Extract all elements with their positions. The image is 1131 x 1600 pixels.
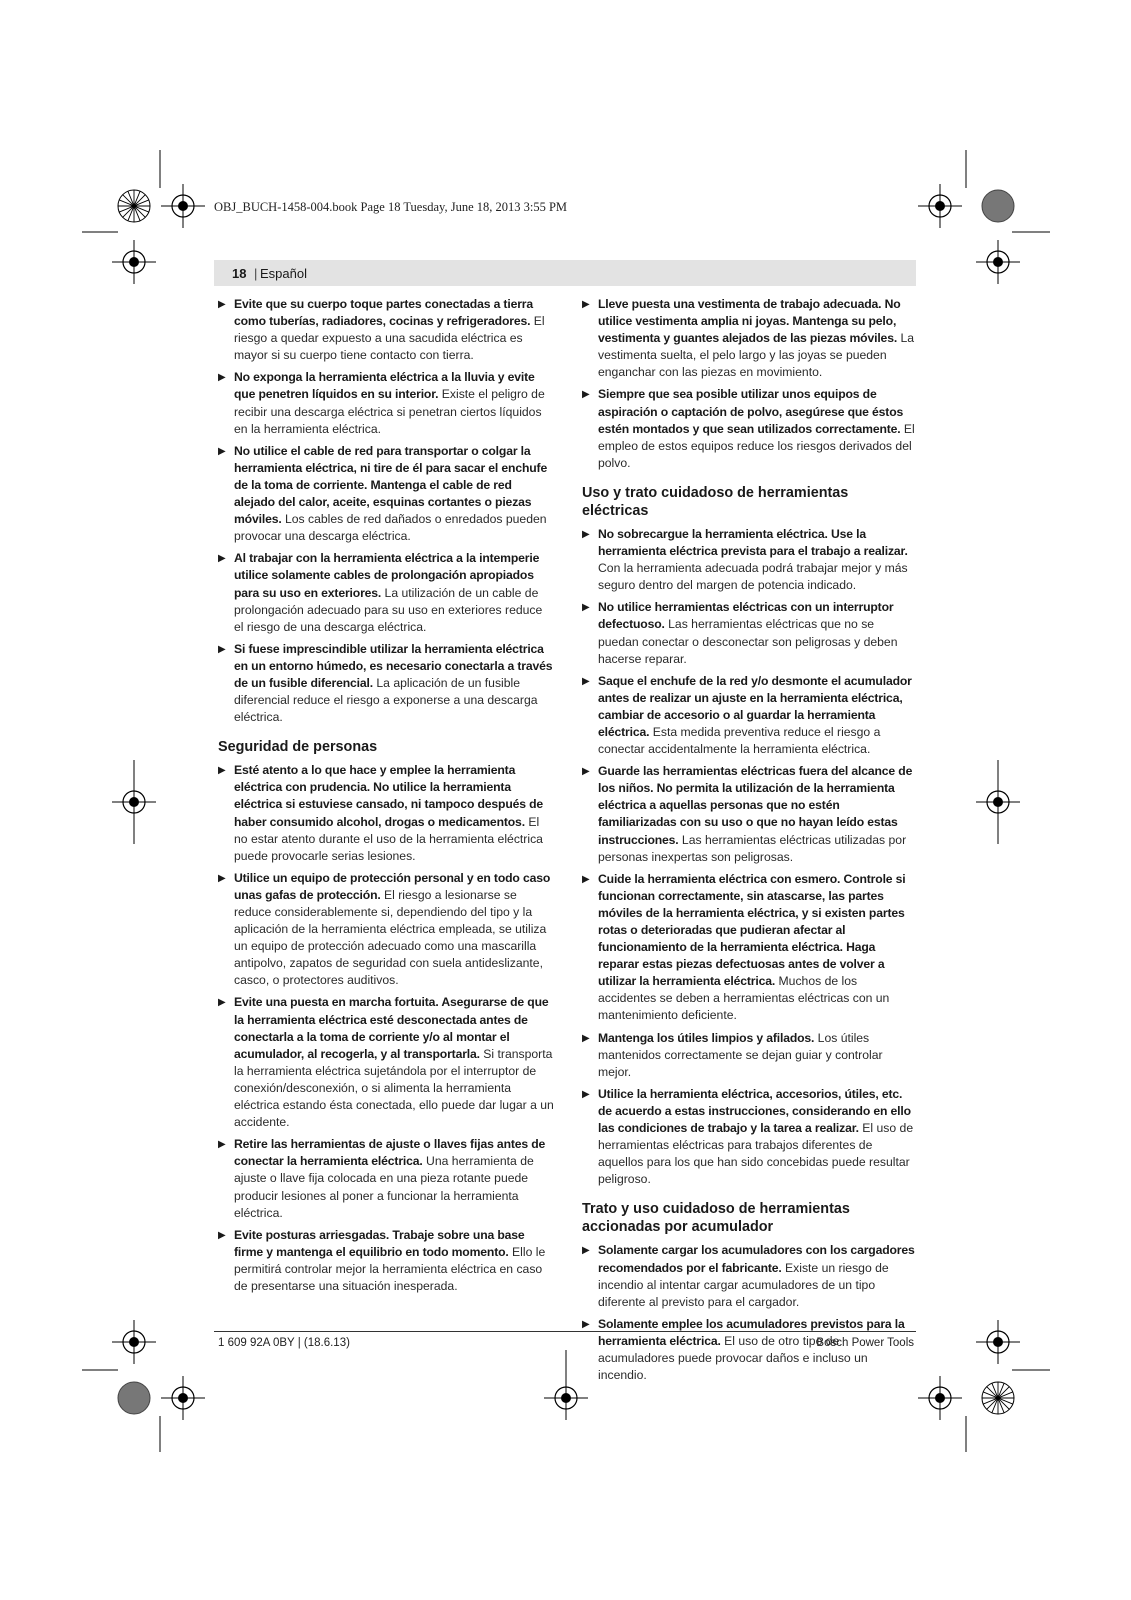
triangle-bullet-icon: ▶	[582, 299, 590, 310]
safety-item	[582, 1086, 918, 1189]
safety-item-instruction: Utilice un equipo de protección personal y en todo caso unas gafas de protección.	[234, 870, 551, 902]
safety-item-explanation: Una herramienta de ajuste o llave fija colocada en una pieza rotante puede producir lesiones al poner a funcionar la herramienta eléctrica.	[234, 1154, 534, 1220]
safety-item-explanation: Con la herramienta adecuada podrá trabajar mejor y más seguro dentro del margen de potencia indicado.	[598, 561, 908, 593]
safety-item-instruction: Mantenga los útiles limpios y afilados.	[598, 1030, 815, 1045]
left-column	[218, 296, 554, 1300]
safety-item-explanation: Ello le permitirá controlar mejor la herramienta eléctrica en caso de presentarse una situación inesperada.	[234, 1244, 546, 1293]
triangle-bullet-icon: ▶	[582, 1088, 590, 1100]
safety-item-instruction: Utilice la herramienta eléctrica, accesorios, útiles, etc. de acuerdo a estas instrucciones, considerando en ello las condiciones de trabajo y la tarea a realizar.	[598, 1086, 911, 1136]
safety-item	[218, 443, 554, 546]
safety-item	[218, 762, 554, 865]
section-heading: Trato y uso cuidadoso de herramientas accionadas por acumulador	[582, 1201, 850, 1236]
triangle-bullet-icon: ▶	[582, 602, 590, 614]
triangle-bullet-icon: ▶	[582, 675, 590, 687]
safety-item	[582, 386, 918, 471]
safety-item	[582, 1030, 918, 1081]
page-number: 18	[232, 266, 247, 281]
safety-item-explanation: Los cables de red dañados o enredados pueden provocar una descarga eléctrica.	[234, 512, 547, 544]
triangle-bullet-icon: ▶	[218, 872, 226, 884]
safety-item-instruction: No utilice herramientas eléctricas con un interruptor defectuoso.	[598, 600, 894, 632]
safety-item	[218, 296, 554, 364]
safety-item-instruction: No exponga la herramienta eléctrica a la lluvia y evite que penetren líquidos en su interior.	[234, 370, 535, 402]
safety-item	[582, 673, 918, 758]
safety-item-explanation: El uso de herramientas eléctricas para trabajos diferentes de aquellos para los que han sido concebidas puede resultar peligroso.	[598, 1121, 914, 1187]
safety-item-explanation: Las herramientas eléctricas que no se puedan conectar o desconectar son peligrosas y deben hacerse reparar.	[598, 617, 898, 666]
footer-brand: Bosch Power Tools	[816, 1337, 914, 1349]
solid-mark-top-right	[982, 190, 1014, 222]
safety-item	[218, 994, 554, 1131]
triangle-bullet-icon: ▶	[218, 997, 226, 1009]
safety-item-explanation: La utilización de un cable de prolongación adecuado para su uso en exteriores reduce el riesgo de una descarga eléctrica.	[234, 585, 543, 634]
triangle-bullet-icon: ▶	[218, 299, 226, 310]
page-header-band	[214, 260, 916, 286]
safety-item-instruction: Retire las herramientas de ajuste o llaves fijas antes de conectar la herramienta eléctrica.	[234, 1137, 546, 1169]
triangle-bullet-icon: ▶	[582, 528, 590, 540]
safety-item-explanation: La aplicación de un fusible diferencial reduce el riesgo a exponerse a una descarga eléctrica.	[234, 675, 538, 725]
triangle-bullet-icon: ▶	[582, 1245, 590, 1257]
starburst-mark-bottom-right	[982, 1382, 1014, 1414]
safety-item-explanation: Existe un riesgo de incendio al intentar cargar acumuladores de un tipo diferente al previsto para el cargador.	[598, 1260, 889, 1309]
triangle-bullet-icon: ▶	[582, 1318, 590, 1330]
safety-item-instruction: Solamente emplee los acumuladores previstos para la herramienta eléctrica.	[598, 1316, 905, 1348]
triangle-bullet-icon: ▶	[582, 1032, 590, 1044]
safety-item-explanation: La vestimenta suelta, el pelo largo y las joyas se pueden enganchar con las piezas en movimiento.	[598, 331, 915, 380]
triangle-bullet-icon: ▶	[218, 1139, 226, 1151]
triangle-bullet-icon: ▶	[582, 873, 590, 885]
safety-item-explanation: Existe el peligro de recibir una descarga eléctrica si penetran ciertos líquidos en la herramienta eléctrica.	[234, 387, 545, 436]
safety-item-instruction: Al trabajar con la herramienta eléctrica a la intemperie utilice solamente cables de prolongación apropiados para su uso en exteriores.	[234, 551, 540, 600]
safety-item	[582, 296, 918, 381]
safety-item-instruction: Guarde las herramientas eléctricas fuera del alcance de los niños. No permita la utilización de la herramienta eléctrica a aquellas personas que no estén familiarizadas con su uso o que no hayan leído estas instrucciones.	[598, 764, 913, 847]
triangle-bullet-icon: ▶	[582, 389, 590, 401]
safety-item-explanation: El riesgo a lesionarse se reduce considerablemente si, dependiendo del tipo y la aplicación de la herramienta eléctrica empleada, se utiliza un equipo de protección adecuado como una mascarilla antipolvo, zapatos de seguridad con suela antideslizante, casco, o protectores auditivos.	[234, 887, 547, 988]
triangle-bullet-icon: ▶	[218, 553, 226, 565]
safety-item	[582, 763, 918, 866]
right-column	[582, 296, 918, 1389]
safety-item	[582, 526, 918, 594]
safety-item	[218, 1227, 554, 1295]
triangle-bullet-icon: ▶	[218, 643, 226, 655]
safety-item-explanation: El riesgo a quedar expuesto a una sacudida eléctrica es mayor si su cuerpo tiene contacto con tierra.	[234, 314, 545, 363]
safety-item	[218, 641, 554, 726]
header-separator: |	[254, 266, 258, 281]
safety-item-explanation: Muchos de los accidentes se deben a herramientas eléctricas con un mantenimiento deficiente.	[598, 974, 890, 1023]
safety-item	[582, 871, 918, 1025]
safety-item-instruction: No utilice el cable de red para transportar o colgar la herramienta eléctrica, ni tire de él para sacar el enchufe de la toma de corriente. Mantenga el cable de red alejado del calor, aceite, esquinas cortantes o piezas móviles.	[234, 443, 548, 527]
triangle-bullet-icon: ▶	[218, 445, 226, 457]
section-heading: Seguridad de personas	[218, 739, 378, 756]
safety-item-instruction: Si fuese imprescindible utilizar la herramienta eléctrica en un entorno húmedo, es necesario conectarla a través de un fusible diferencial.	[234, 641, 553, 690]
safety-item-explanation: El empleo de estos equipos reduce los riesgos derivados del polvo.	[598, 421, 915, 470]
triangle-bullet-icon: ▶	[218, 765, 226, 777]
safety-item-instruction: Lleve puesta una vestimenta de trabajo adecuada. No utilice vestimenta amplia ni joyas. Mantenga su pelo, vestimenta y guantes alejados de las piezas móviles.	[598, 297, 901, 346]
print-slug: OBJ_BUCH-1458-004.book Page 18 Tuesday, June 18, 2013 3:55 PM	[214, 200, 568, 214]
safety-item-explanation: El uso de otro tipo de acumuladores puede provocar daños e incluso un incendio.	[598, 1333, 868, 1383]
solid-mark-bottom-left	[118, 1382, 150, 1414]
footer-rule	[214, 1331, 916, 1332]
safety-item-instruction: Evite posturas arriesgadas. Trabaje sobre una base firme y mantenga el equilibrio en todo momento.	[234, 1227, 525, 1259]
safety-item-explanation: El no estar atento durante el uso de la herramienta eléctrica puede provocarle serias lesiones.	[234, 814, 543, 863]
triangle-bullet-icon: ▶	[218, 1229, 226, 1241]
safety-item-instruction: Saque el enchufe de la red y/o desmonte el acumulador antes de realizar un ajuste en la herramienta eléctrica, cambiar de accesorio o al guardar la herramienta eléctrica.	[598, 673, 912, 739]
safety-item-instruction: Evite una puesta en marcha fortuita. Asegurarse de que la herramienta eléctrica esté desconectada antes de conectarla a la toma de corriente y/o al montar el acumulador, al recogerla, y al transportarla.	[234, 995, 549, 1061]
safety-item-instruction: Esté atento a lo que hace y emplee la herramienta eléctrica con prudencia. No utilice la herramienta eléctrica si estuviese cansado, ni tampoco después de haber consumido alcohol, drogas o medicamentos.	[234, 763, 544, 829]
starburst-mark-top-left	[118, 190, 150, 222]
safety-item	[582, 599, 918, 667]
safety-item	[218, 369, 554, 437]
safety-item	[218, 1136, 554, 1221]
footer-document-code: 1 609 92A 0BY | (18.6.13)	[218, 1337, 350, 1349]
header-language: Español	[260, 266, 307, 281]
safety-item	[218, 550, 554, 635]
safety-item-instruction: Cuide la herramienta eléctrica con esmero. Controle si funcionan correctamente, sin atascarse, las partes móviles de la herramienta eléctrica, y si existen partes rotas o deterioradas que pudieran afectar al funcionamiento de la herramienta eléctrica. Haga reparar estas piezas defectuosas antes de volver a utilizar la herramienta eléctrica.	[598, 871, 906, 989]
safety-item-explanation: Esta medida preventiva reduce el riesgo a conectar accidentalmente la herramienta eléctrica.	[598, 724, 881, 757]
safety-item-explanation: Si transporta la herramienta eléctrica sujetándola por el interruptor de conexión/desconexión, o si alimenta la herramienta eléctrica estando ésta conectada, ello puede dar lugar a un accidente.	[234, 1046, 554, 1130]
safety-item-instruction: Solamente cargar los acumuladores con los cargadores recomendados por el fabricante.	[598, 1243, 915, 1275]
safety-item-instruction: Evite que su cuerpo toque partes conectadas a tierra como tuberías, radiadores, cocinas y refrigeradores.	[234, 297, 534, 329]
safety-item-explanation: Las herramientas eléctricas utilizadas por personas inexpertas son peligrosas.	[598, 832, 907, 864]
triangle-bullet-icon: ▶	[218, 372, 226, 384]
safety-item	[218, 870, 554, 990]
safety-item-explanation: Los útiles mantenidos correctamente se dejan guiar y controlar mejor.	[598, 1030, 883, 1079]
safety-item	[582, 1316, 918, 1384]
triangle-bullet-icon: ▶	[582, 766, 590, 778]
safety-item-instruction: No sobrecargue la herramienta eléctrica. Use la herramienta eléctrica prevista para el trabajo a realizar.	[598, 526, 908, 559]
safety-item-instruction: Siempre que sea posible utilizar unos equipos de aspiración o captación de polvo, asegúrese que éstos estén montados y que sean utilizados correctamente.	[598, 387, 904, 436]
section-heading: Uso y trato cuidadoso de herramientas eléctricas	[582, 484, 849, 519]
safety-item	[582, 1242, 918, 1310]
